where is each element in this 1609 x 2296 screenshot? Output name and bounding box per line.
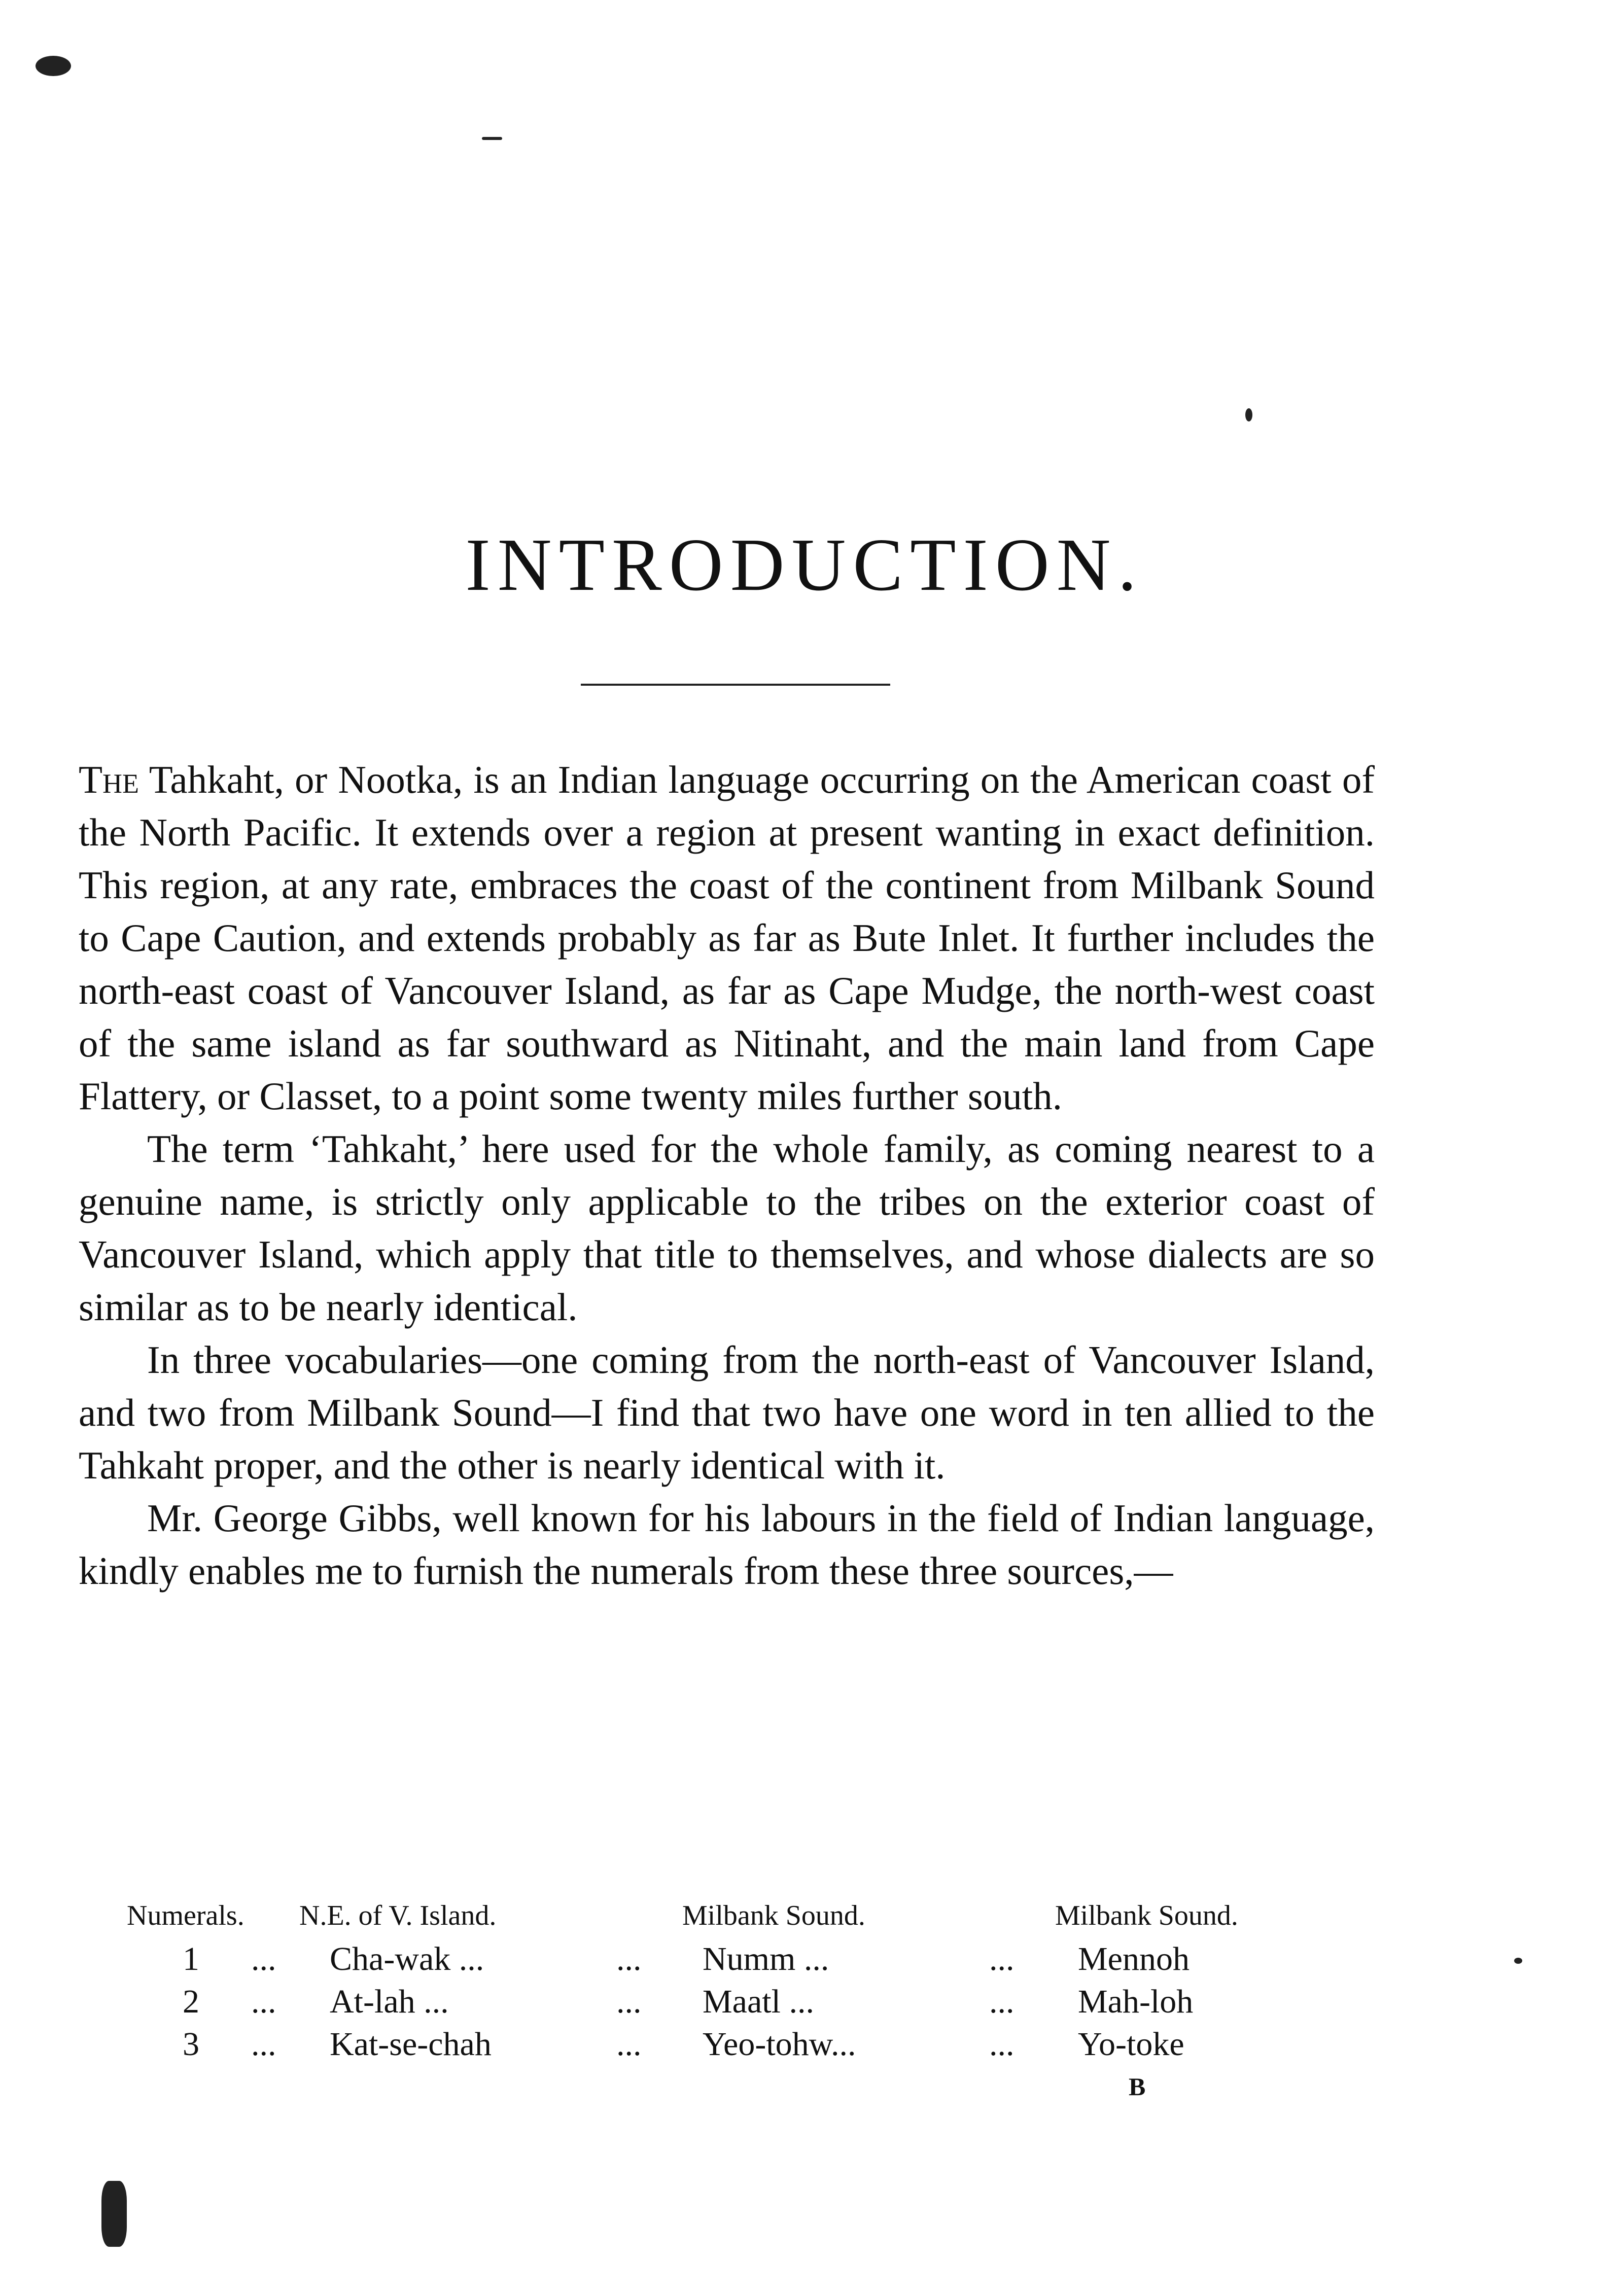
scan-speck [482, 137, 502, 140]
paragraph-lead: The [79, 758, 139, 801]
paragraph-3: In three vocabularies—one coming from the north-east of Vancouver Island, and two from Milbank Sound—I find that two have one word in ten allied to the Tahkaht proper, and the other is nearly identical with it. [79, 1338, 1375, 1487]
milbank-2-cell: Yo-toke [1078, 2026, 1184, 2063]
paragraph-4: Mr. George Gibbs, well known for his labours in the field of Indian language, kindly enables me to furnish the numerals from these three sources,— [79, 1496, 1375, 1593]
milbank-1-cell: Numm ... [703, 1940, 829, 1977]
body-text [79, 753, 1375, 1597]
leader-dots: ... [251, 2026, 276, 2063]
header-ne-island: N.E. of V. Island. [299, 1900, 497, 1931]
leader-dots: ... [251, 1940, 276, 1977]
leader-dots: ... [989, 1940, 1015, 1977]
table-row [0, 1940, 1609, 1983]
signature-mark: B [1129, 2072, 1146, 2101]
leader-dots: ... [616, 1940, 642, 1977]
milbank-1-cell: Yeo-tohw... [703, 2026, 856, 2063]
leader-dots: ... [989, 2026, 1015, 2063]
milbank-1-cell: Maatl ... [703, 1983, 814, 2020]
ne-island-cell: Cha-wak ... [330, 1940, 484, 1977]
paragraph-2: The term ‘Tahkaht,’ here used for the whole family, as coming nearest to a genuine name, is strictly only applicable to the tribes on the exterior coast of Vancouver Island, which apply that title to themselves, and whose dialects are so similar as to be nearly identical. [79, 1127, 1375, 1329]
leader-dots: ... [251, 1983, 276, 2020]
title-rule [581, 684, 890, 686]
scan-speck [1514, 1958, 1522, 1964]
page-title: INTRODUCTION. [465, 523, 1144, 607]
numeral-cell: 3 [183, 2026, 199, 2063]
paragraph-text: Tahkaht, or Nootka, is an Indian language occurring on the American coast of the North Pacific. It extends over a region at present wanting in exact definition. This region, at any rate, embraces the coast of the continent from Milbank Sound to Cape Caution, and extends probably as far as Bute Inlet. It further includes the north-east coast of Vancouver Island, as far as Cape Mudge, the north-west coast of the same island as far southward as Nitinaht, and the main land from Cape Flattery, or Classet, to a point some twenty miles further south. [79, 758, 1375, 1118]
scan-speck [101, 2181, 127, 2247]
numeral-cell: 1 [183, 1940, 199, 1977]
table-row [0, 2025, 1609, 2068]
scan-speck [1245, 408, 1252, 421]
paragraph-1 [79, 753, 1375, 1122]
leader-dots: ... [616, 2026, 642, 2063]
header-milbank-1: Milbank Sound. [682, 1900, 865, 1931]
ne-island-cell: At-lah ... [330, 1983, 449, 2020]
table-row [0, 1983, 1609, 2025]
table-header-row [0, 1899, 1609, 1940]
leader-dots: ... [989, 1983, 1015, 2020]
leader-dots: ... [616, 1983, 642, 2020]
header-numerals: Numerals. [127, 1900, 244, 1931]
numerals-table [0, 1899, 1609, 2068]
numeral-cell: 2 [183, 1983, 199, 2020]
ne-island-cell: Kat-se-chah [330, 2026, 492, 2063]
milbank-2-cell: Mah-loh [1078, 1983, 1194, 2020]
header-milbank-2: Milbank Sound. [1055, 1900, 1238, 1931]
milbank-2-cell: Mennoh [1078, 1940, 1190, 1977]
scan-speck [36, 56, 71, 76]
